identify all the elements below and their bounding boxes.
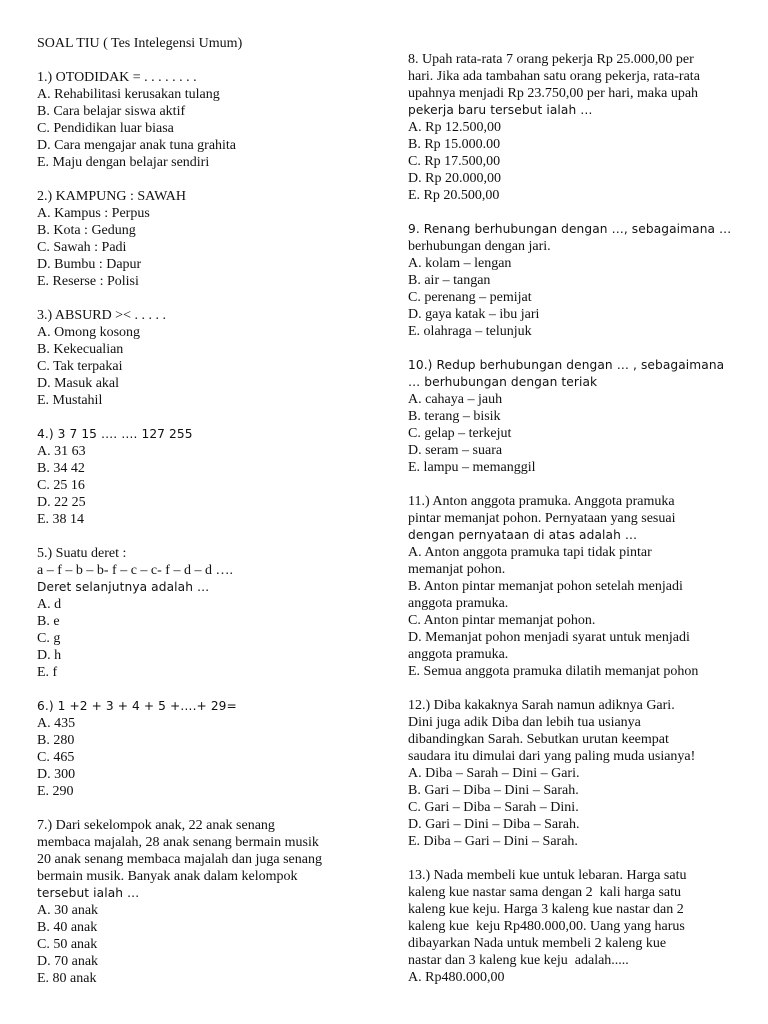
question-line: kaleng kue nastar sama dengan 2 kali harga satu: [408, 885, 682, 900]
question-line: B. Rp 15.000.00: [408, 137, 501, 152]
question-text: 1.) OTODIDAK = . . . . . . . .: [37, 70, 197, 85]
question-block: [37, 307, 397, 409]
question-text: 9. Renang berhubungan dengan …, sebagaimana …: [408, 222, 732, 236]
question-line: dibandingkan Sarah. Sebutkan urutan keempat: [408, 732, 669, 747]
question-line: E. Diba – Gari – Dini – Sarah.: [408, 834, 578, 849]
question-line: B. Kota : Gedung: [37, 223, 136, 238]
question-line: A. Diba – Sarah – Dini – Gari.: [408, 766, 580, 781]
question-line: A. 30 anak: [37, 903, 99, 918]
question-line: pekerja baru tersebut ialah …: [408, 103, 593, 117]
question-line: kaleng kue keju Rp480.000,00. Uang yang harus: [408, 919, 685, 934]
question-text: 11.) Anton anggota pramuka. Anggota pramuka: [408, 494, 675, 509]
question-text: 3.) ABSURD >< . . . . .: [37, 308, 166, 323]
question-line: hari. Jika ada tambahan satu orang pekerja, rata-rata: [408, 69, 700, 84]
question-text: 4.) 3 7 15 …. …. 127 255: [37, 427, 193, 441]
left-question-list: [37, 69, 397, 987]
question-line: C. Tak terpakai: [37, 359, 123, 374]
question-block: [408, 493, 760, 680]
right-question-list: [408, 51, 760, 986]
question-line: E. olahraga – telunjuk: [408, 324, 532, 339]
question-line: A. 435: [37, 716, 76, 731]
question-line: C. perenang – pemijat: [408, 290, 532, 305]
question-line: Deret selanjutnya adalah …: [37, 580, 210, 594]
question-line: B. Kekecualian: [37, 342, 124, 357]
question-line: A. Kampus : Perpus: [37, 206, 150, 221]
question-line: D. Cara mengajar anak tuna grahita: [37, 138, 237, 153]
question-line: E. lampu – memanggil: [408, 460, 536, 475]
question-line: … berhubungan dengan teriak: [408, 375, 598, 389]
question-line: D. seram – suara: [408, 443, 503, 458]
question-line: E. Semua anggota pramuka dilatih memanjat pohon: [408, 664, 699, 679]
question-text: 6.) 1 +2 + 3 + 4 + 5 +….+ 29=: [37, 699, 237, 713]
question-line: berhubungan dengan jari.: [408, 239, 551, 254]
question-line: B. terang – bisik: [408, 409, 501, 424]
question-line: E. 38 14: [37, 512, 85, 527]
question-line: D. Bumbu : Dapur: [37, 257, 142, 272]
question-line: D. 22 25: [37, 495, 86, 510]
question-line: C. Pendidikan luar biasa: [37, 121, 174, 136]
question-line: B. 280: [37, 733, 75, 748]
question-line: D. Memanjat pohon menjadi syarat untuk menjadi: [408, 630, 690, 645]
question-line: B. 34 42: [37, 461, 85, 476]
question-line: E. Mustahil: [37, 393, 103, 408]
question-line: B. Anton pintar memanjat pohon setelah menjadi: [408, 579, 683, 594]
question-block: [408, 867, 760, 986]
question-line: memanjat pohon.: [408, 562, 506, 577]
question-line: B. Gari – Diba – Dini – Sarah.: [408, 783, 579, 798]
question-text: 12.) Diba kakaknya Sarah namun adiknya Gari.: [408, 698, 675, 713]
question-line: nastar dan 3 kaleng kue keju adalah.....: [408, 953, 629, 968]
question-line: upahnya menjadi Rp 23.750,00 per hari, maka upah: [408, 86, 699, 101]
question-line: tersebut ialah …: [37, 886, 140, 900]
question-line: A. Anton anggota pramuka tapi tidak pintar: [408, 545, 652, 560]
question-line: D. h: [37, 648, 62, 663]
question-line: A. Rehabilitasi kerusakan tulang: [37, 87, 220, 102]
question-line: B. e: [37, 614, 60, 629]
left-column: [37, 35, 397, 1004]
question-line: E. Maju dengan belajar sendiri: [37, 155, 210, 170]
question-line: anggota pramuka.: [408, 596, 509, 611]
question-line: D. Gari – Dini – Diba – Sarah.: [408, 817, 580, 832]
question-line: Dini juga adik Diba dan lebih tua usianya: [408, 715, 641, 730]
question-line: C. Sawah : Padi: [37, 240, 127, 255]
question-line: D. 300: [37, 767, 76, 782]
question-line: D. 70 anak: [37, 954, 99, 969]
question-block: [37, 698, 397, 800]
question-block: [37, 817, 397, 987]
question-text: 2.) KAMPUNG : SAWAH: [37, 189, 186, 204]
question-line: dibayarkan Nada untuk membeli 2 kaleng kue: [408, 936, 667, 951]
question-block: [408, 697, 760, 850]
question-line: C. Anton pintar memanjat pohon.: [408, 613, 596, 628]
question-line: E. Reserse : Polisi: [37, 274, 139, 289]
question-line: E. Rp 20.500,00: [408, 188, 500, 203]
question-line: dengan pernyataan di atas adalah …: [408, 528, 638, 542]
question-line: C. g: [37, 631, 61, 646]
question-line: kaleng kue keju. Harga 3 kaleng kue nastar dan 2: [408, 902, 684, 917]
question-line: A. Omong kosong: [37, 325, 141, 340]
question-line: anggota pramuka.: [408, 647, 509, 662]
question-line: A. Rp 12.500,00: [408, 120, 501, 135]
question-text: 10.) Redup berhubungan dengan … , sebagaimana: [408, 358, 725, 372]
question-line: B. 40 anak: [37, 920, 98, 935]
question-line: pintar memanjat pohon. Pernyataan yang sesuai: [408, 511, 676, 526]
question-line: C. 25 16: [37, 478, 85, 493]
question-line: C. Gari – Diba – Sarah – Dini.: [408, 800, 579, 815]
question-line: A. cahaya – jauh: [408, 392, 503, 407]
question-line: E. 80 anak: [37, 971, 97, 986]
question-line: D. Masuk akal: [37, 376, 120, 391]
question-block: [408, 51, 760, 204]
question-line: A. d: [37, 597, 62, 612]
question-line: A. Rp480.000,00: [408, 970, 505, 985]
question-text: 5.) Suatu deret :: [37, 546, 127, 561]
question-line: C. 465: [37, 750, 75, 765]
question-line: D. gaya katak – ibu jari: [408, 307, 540, 322]
right-column: [408, 51, 760, 1003]
question-line: a – f – b – b- f – c – c- f – d – d ….: [37, 563, 233, 578]
question-text: 7.) Dari sekelompok anak, 22 anak senang: [37, 818, 275, 833]
question-line: E. 290: [37, 784, 74, 799]
question-block: [37, 545, 397, 681]
question-line: E. f: [37, 665, 58, 680]
question-line: bermain musik. Banyak anak dalam kelompok: [37, 869, 298, 884]
question-line: D. Rp 20.000,00: [408, 171, 501, 186]
question-text: 13.) Nada membeli kue untuk lebaran. Harga satu: [408, 868, 687, 883]
question-block: [37, 426, 397, 528]
page-title: SOAL TIU ( Tes Intelegensi Umum): [37, 36, 243, 51]
question-text: 8. Upah rata-rata 7 orang pekerja Rp 25.000,00 per: [408, 52, 694, 67]
question-line: C. 50 anak: [37, 937, 98, 952]
question-line: A. 31 63: [37, 444, 86, 459]
question-line: C. Rp 17.500,00: [408, 154, 501, 169]
question-line: saudara itu dimulai dari yang paling muda usianya!: [408, 749, 696, 764]
question-line: 20 anak senang membaca majalah dan juga senang: [37, 852, 322, 867]
question-line: A. kolam – lengan: [408, 256, 512, 271]
question-block: [408, 221, 760, 340]
question-block: [37, 69, 397, 171]
question-block: [37, 188, 397, 290]
question-line: B. Cara belajar siswa aktif: [37, 104, 186, 119]
question-block: [408, 357, 760, 476]
question-line: B. air – tangan: [408, 273, 491, 288]
question-line: C. gelap – terkejut: [408, 426, 512, 441]
question-line: membaca majalah, 28 anak senang bermain musik: [37, 835, 319, 850]
